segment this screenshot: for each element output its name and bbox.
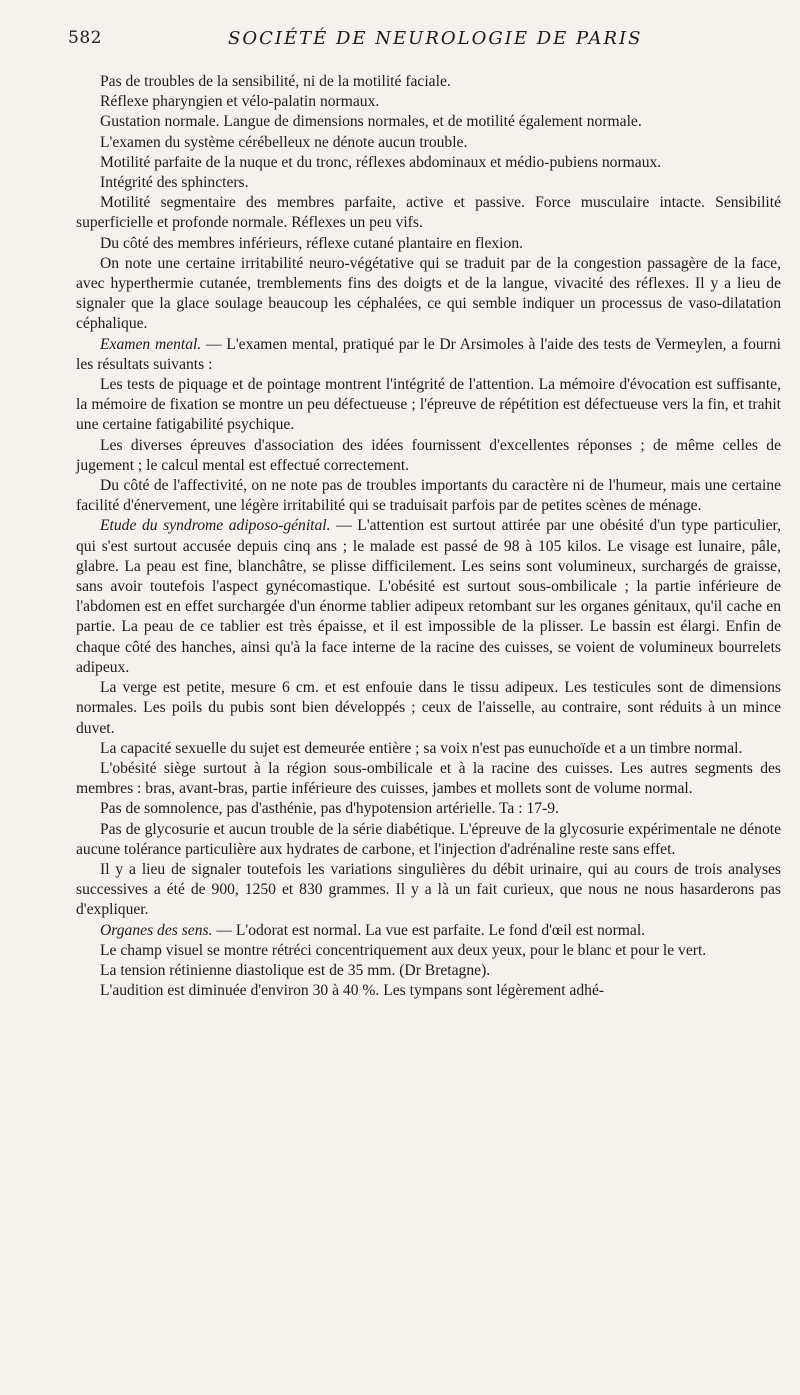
paragraph-text: — L'attention est surtout attirée par une obésité d'un type particulier, qui s'est surtout accusée depuis cinq ans ; le malade est passé de 98 à 105 kilos. Le visage est lunaire, pâle, glabre. La peau est fine, blanchâtre, se plisse difficilement. Les seins sont volumineux, surchargés de graisse, sans avoir toutefois l'aspect gynécomastique. L'obésité est surtout sous-ombilicale ; la partie inférieure de l'abdomen est en effet surchargée d'un énorme tablier adipeux retombant sur les organes génitaux, qu'il cache en partie. La peau de ce tablier est très épaisse, et il est impossible de la plisser. Le bassin est élargi. Enfin de chaque côté des hanches, ainsi qu'à la face interne de la racine des cuisses, se voient de volumineux bourrelets adipeux. xyxy=(76,517,781,676)
running-title: SOCIÉTÉ DE NEUROLOGIE DE PARIS xyxy=(228,28,643,49)
paragraph-text: Le champ visuel se montre rétréci concentriquement aux deux yeux, pour le blanc et pour le vert. xyxy=(100,941,707,959)
paragraph xyxy=(76,335,781,375)
paragraph-text: La capacité sexuelle du sujet est demeurée entière ; sa voix n'est pas eunuchoïde et a un timbre normal. xyxy=(100,739,743,757)
paragraph xyxy=(76,961,781,981)
paragraph-text: La verge est petite, mesure 6 cm. et est enfouie dans le tissu adipeux. Les testicules sont de dimensions normales. Les poils du pubis sont bien développés ; ceux de l'aisselle, au contraire, sont réduits à un mince duvet. xyxy=(76,679,781,737)
paragraph xyxy=(76,436,781,476)
paragraph xyxy=(76,92,781,112)
paragraph xyxy=(76,759,781,799)
paragraph xyxy=(76,375,781,436)
paragraph-text: Du côté des membres inférieurs, réflexe cutané plantaire en flexion. xyxy=(100,234,524,252)
paragraph-text: Pas de troubles de la sensibilité, ni de la motilité faciale. xyxy=(100,73,451,90)
page-header xyxy=(68,28,788,58)
paragraph-text: Motilité parfaite de la nuque et du tronc, réflexes abdominaux et médio-pubiens normaux. xyxy=(100,153,662,171)
paragraph xyxy=(76,476,781,516)
paragraph xyxy=(76,153,781,173)
paragraph xyxy=(76,820,781,860)
paragraph xyxy=(76,516,781,678)
paragraph xyxy=(76,678,781,739)
paragraph-text: Intégrité des sphincters. xyxy=(100,174,249,192)
paragraph xyxy=(76,234,781,254)
paragraph-text: — L'odorat est normal. La vue est parfaite. Le fond d'œil est normal. xyxy=(212,921,646,939)
paragraph-text: Les tests de piquage et de pointage montrent l'intégrité de l'attention. La mémoire d'évocation est suffisante, la mémoire de fixation se montre un peu défectueuse ; l'épreuve de répétition est défectueuse vers la fin, et trahit une certaine fatigabilité psychique. xyxy=(76,376,781,434)
paragraph-text: L'audition est diminuée d'environ 30 à 40 %. Les tympans sont légèrement adhé- xyxy=(100,982,605,1000)
paragraph xyxy=(76,981,781,1001)
section-title: Organes des sens. xyxy=(100,921,213,939)
paragraph xyxy=(76,860,781,921)
paragraph xyxy=(76,193,781,233)
paragraph-text: Pas de glycosurie et aucun trouble de la série diabétique. L'épreuve de la glycosurie expérimentale ne dénote aucune tolérance particulière aux hydrates de carbone, et l'injection d'adrénaline reste sans effet. xyxy=(76,820,781,858)
section-title: Examen mental. xyxy=(100,335,202,353)
section-title: Etude du syndrome adiposo-génital. xyxy=(100,517,331,535)
paragraph xyxy=(76,921,781,941)
paragraph xyxy=(76,72,781,92)
paragraph-text: Motilité segmentaire des membres parfaite, active et passive. Force musculaire intacte. Sensibilité superficielle et profonde normale. Réflexes un peu vifs. xyxy=(76,194,781,232)
paragraph-text: L'obésité siège surtout à la région sous-ombilicale et à la racine des cuisses. Les autres segments des membres : bras, avant-bras, partie inférieure des cuisses, jambes et mollets sont de volume normal. xyxy=(76,759,781,798)
paragraph-text: La tension rétinienne diastolique est de 35 mm. (Dr Bretagne). xyxy=(100,961,491,979)
paragraph-text: Réflexe pharyngien et vélo-palatin normaux. xyxy=(100,93,380,111)
paragraph-text: Gustation normale. Langue de dimensions normales, et de motilité également normale. xyxy=(100,113,642,131)
paragraph xyxy=(76,799,781,819)
paragraph-text: Du côté de l'affectivité, on ne note pas de troubles importants du caractère ni de l'humeur, mais une certaine facilité d'énervement, une légère irritabilité qui se traduisait parfois par de petites scènes de ménage. xyxy=(76,477,781,515)
paragraph-text: Les diverses épreuves d'association des idées fournissent d'excellentes réponses ; de même celles de jugement ; le calcul mental est effectué correctement. xyxy=(76,436,781,474)
paragraph xyxy=(76,254,781,335)
paragraph-text: On note une certaine irritabilité neuro-végétative qui se traduit par de la congestion passagère de la face, avec hyperthermie cutanée, tremblements fins des doigts et de la langue, vivacité des réflexes. Il y a lieu de signaler que la glace soulage beaucoup les céphalées, ce qui semble indiquer un processus de vaso-dilatation céphalique. xyxy=(76,254,781,333)
paragraph-text: — L'examen mental, pratiqué par le Dr Arsimoles à l'aide des tests de Vermeylen, a fourni les résultats suivants : xyxy=(76,335,782,373)
paragraph xyxy=(76,941,781,961)
paragraph-text: Il y a lieu de signaler toutefois les variations singulières du débit urinaire, qui au cours de trois analyses successives a été de 900, 1250 et 830 grammes. Il y a là un fait curieux, que nous ne nous hasarderons pas d'expliquer. xyxy=(76,860,781,919)
paragraph xyxy=(76,739,781,759)
paragraph xyxy=(76,112,781,132)
paragraph xyxy=(76,133,781,153)
body-text xyxy=(76,72,781,1001)
page-number: 582 xyxy=(68,28,102,48)
paragraph-text: Pas de somnolence, pas d'asthénie, pas d'hypotension artérielle. Ta : 17-9. xyxy=(100,800,559,818)
paragraph xyxy=(76,173,781,193)
paragraph-text: L'examen du système cérébelleux ne dénote aucun trouble. xyxy=(100,133,468,151)
